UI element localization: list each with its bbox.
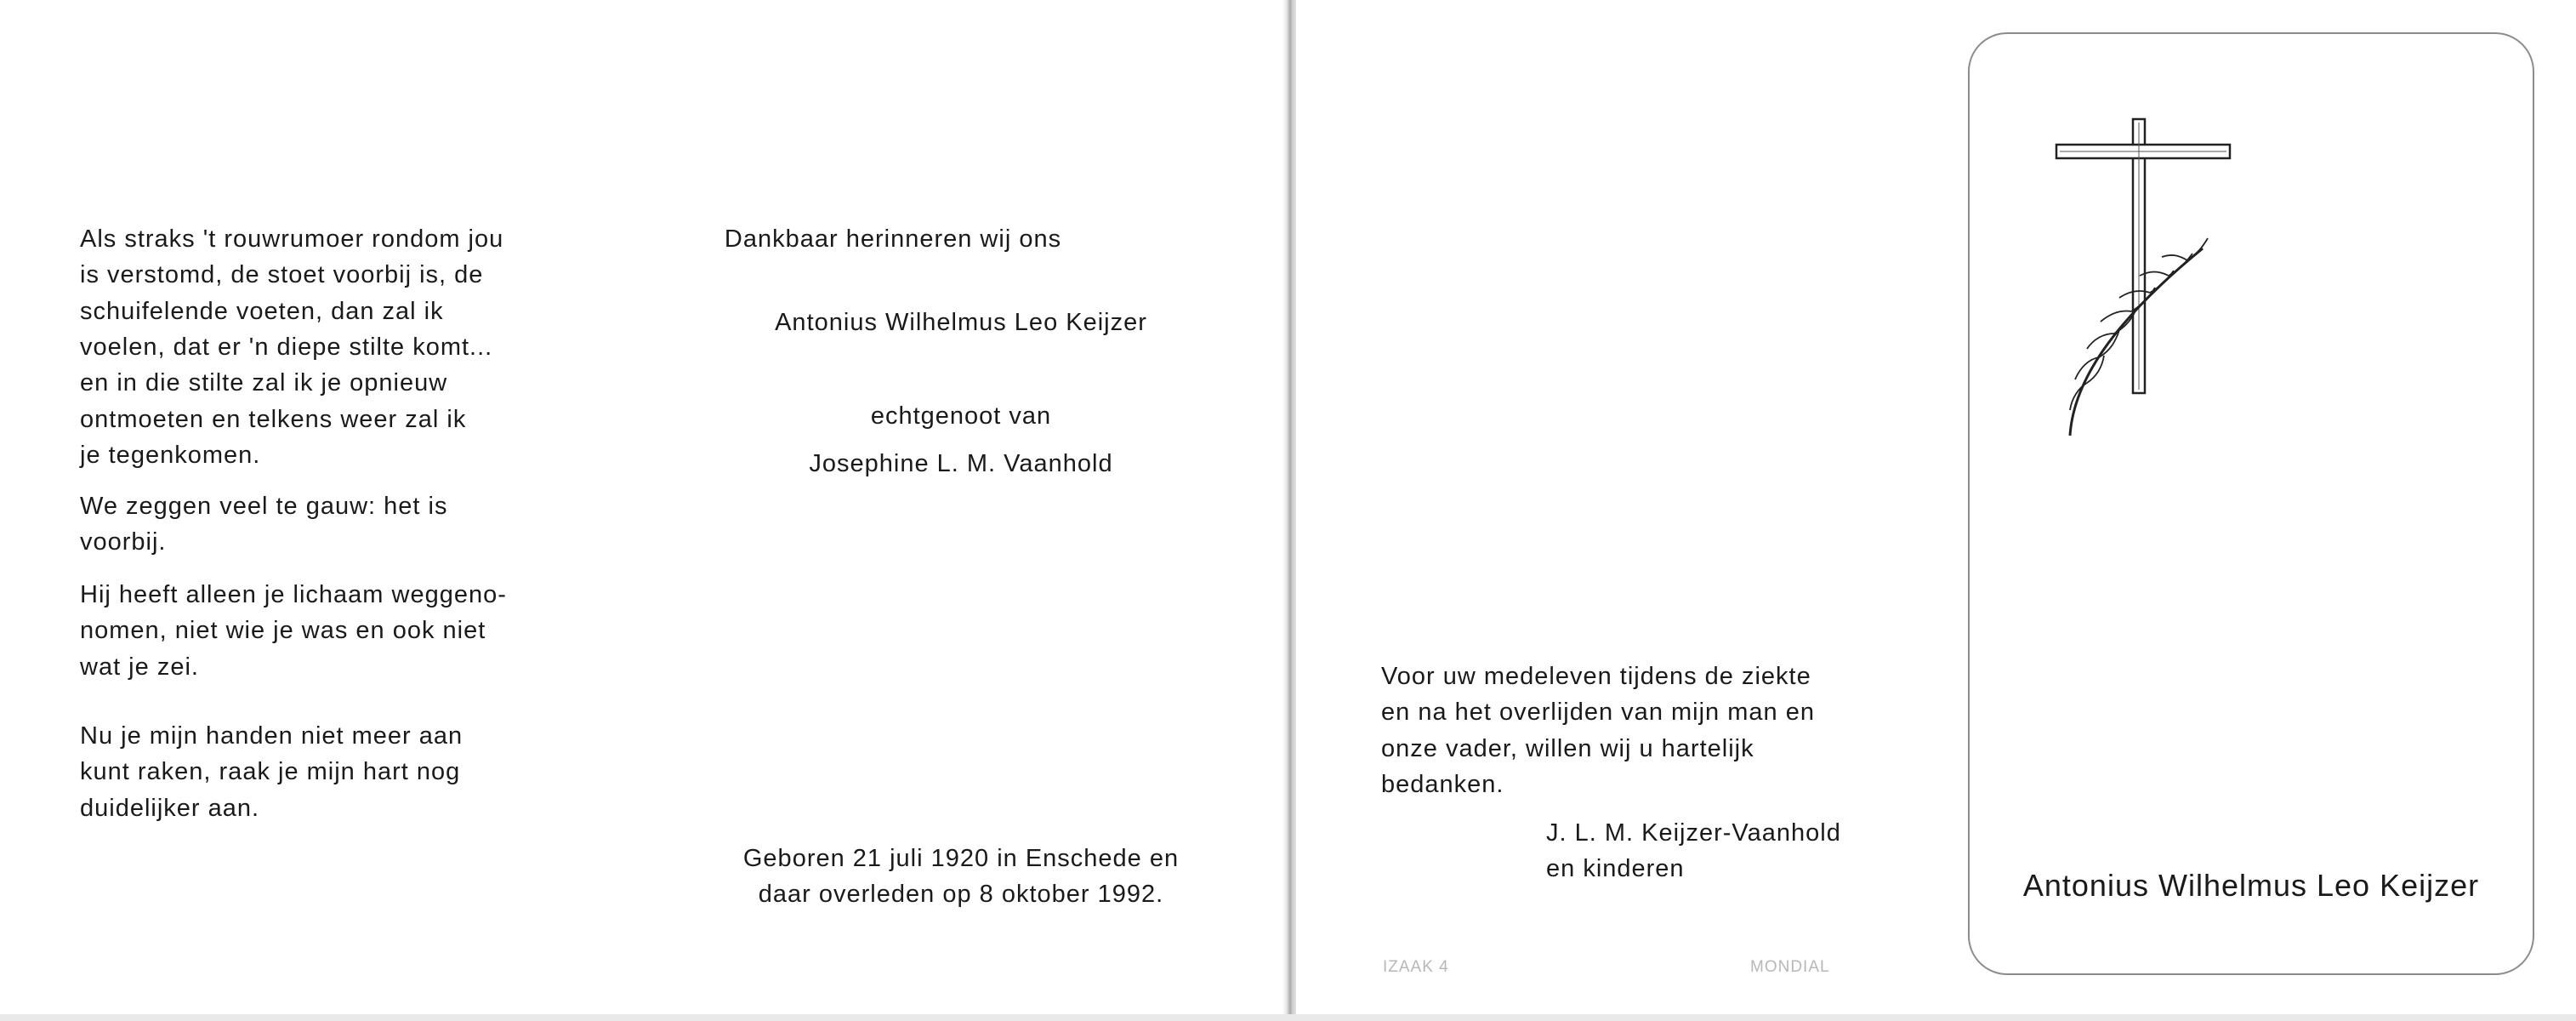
relation-label: echtgenoot van <box>870 402 1052 430</box>
imprint-left: IZAAK 4 <box>1383 958 1449 976</box>
birth-death-text: Geboren 21 juli 1920 in Enschede en daar overleden op 8 oktober 1992. <box>742 845 1180 909</box>
poem-stanza-1: Als straks 't rouwrumoer rondom jou is verstomd, de stoet voorbij is, de schuifelende voeten, dan zal ik voelen, dat er 'n diepe stilte komt... en in die stilte zal ik je opnieuw ontmoeten en telkens weer zal ik je tegenkomen. <box>80 225 504 469</box>
poem-stanza-4: Nu je mijn handen niet meer aan kunt raken, raak je mijn hart nog duidelijker aan. <box>80 722 463 822</box>
left-page <box>0 0 1286 1021</box>
signature-text: J. L. M. Keijzer-Vaanhold en kinderen <box>1546 819 1841 883</box>
memorial-intro: Dankbaar herinneren wij ons <box>724 225 1062 253</box>
cross-with-palm-branch-icon <box>2051 111 2247 442</box>
poem-stanza-3: Hij heeft alleen je lichaam weggeno- nomen, niet wie je was en ook niet wat je zei. <box>80 581 507 681</box>
spouse-name: Josephine L. M. Vaanhold <box>809 450 1113 477</box>
imprint-right: MONDIAL <box>1750 958 1830 976</box>
deceased-name: Antonius Wilhelmus Leo Keijzer <box>775 309 1147 336</box>
poem-stanza-2: We zeggen veel te gauw: het is voorbij. <box>80 493 448 556</box>
memorial-photo-card <box>1968 32 2534 975</box>
thanks-text: Voor uw medeleven tijdens de ziekte en na het overlijden van mijn man en onze vader, willen wij u hartelijk bedanken. <box>1381 663 1815 798</box>
bottom-edge <box>0 1014 2576 1021</box>
card-deceased-name: Antonius Wilhelmus Leo Keijzer <box>2022 868 2480 903</box>
